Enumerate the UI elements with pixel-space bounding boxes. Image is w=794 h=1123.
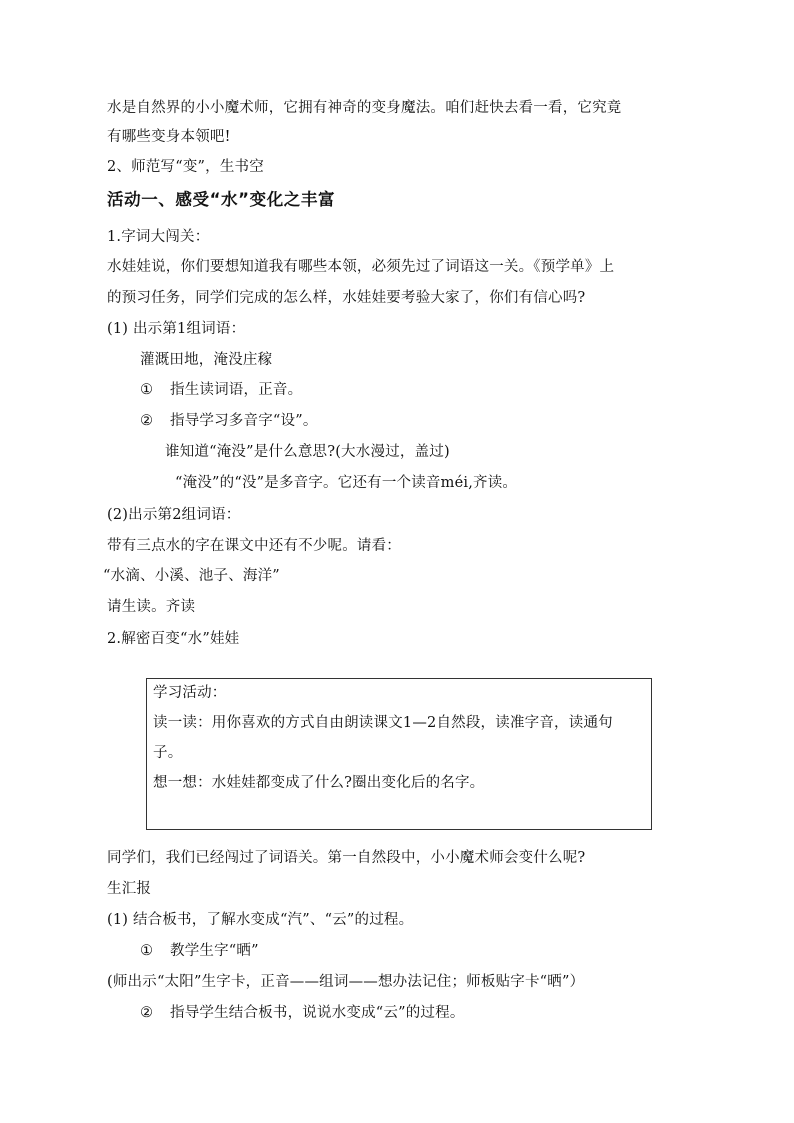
intro-line-1: 水是自然界的小小魔术师，它拥有神奇的变身魔法。咱们赶快去看一看，它究竟	[107, 100, 622, 116]
after-box-item-1: (1) 结合板书，了解水变成“汽”、“云”的过程。	[107, 912, 414, 928]
box-title: 学习活动：	[153, 685, 227, 701]
step-text: 教学生字“晒”	[170, 943, 259, 959]
after-box-step-1	[140, 941, 259, 961]
group-1-title: (1) 出示第1组词语：	[107, 321, 246, 337]
after-box-step-1-note: (师出示“太阳”生字卡，正音——组词——想办法记住；师板贴字卡“晒”）	[107, 974, 585, 990]
group-2-read: 请生读。齐读	[107, 599, 196, 615]
after-box-step-2	[140, 1003, 465, 1023]
step-text: 指生读词语，正音。	[170, 382, 303, 398]
step-text: 指导学习多音字“设”。	[170, 413, 318, 429]
step-text: 指导学生结合板书，说说水变成“云”的过程。	[170, 1005, 465, 1021]
step-number: ②	[140, 1005, 154, 1021]
box-think: 想一想：水娃娃都变成了什么?圈出变化后的名字。	[153, 775, 485, 791]
group-1-step-2	[140, 411, 318, 431]
after-box-line-1: 同学们，我们已经闯过了词语关。第一自然段中，小小魔术师会变什么呢?	[107, 850, 586, 866]
learning-activity-box	[146, 678, 652, 830]
box-read-line-1: 读一读：用你喜欢的方式自由朗读课文1—2自然段，读准字音，读通句	[153, 715, 613, 731]
activity-1-heading: 活动一、感受“水”变化之丰富	[107, 190, 336, 209]
group-1-note: “淹没”的“没”是多音字。它还有一个读音méi,齐读。	[175, 475, 518, 491]
intro-line-2: 有哪些变身本领吧!	[107, 129, 231, 145]
group-1-question: 谁知道“淹没”是什么意思?(大水漫过，盖过)	[165, 444, 450, 460]
group-2-words: “水滴、小溪、池子、海洋”	[103, 568, 280, 584]
paragraph-line-1: 水娃娃说，你们要想知道我有哪些本领，必须先过了词语这一关。《预学单》上	[107, 259, 615, 275]
step-number: ①	[140, 943, 154, 959]
step-number: ①	[140, 382, 154, 398]
step-2-text: 2、师范写“变”，生书空	[107, 159, 264, 175]
section-2-title: 2.解密百变“水”娃娃	[107, 631, 240, 647]
box-read-line-2: 子。	[153, 745, 183, 761]
group-2-intro: 带有三点水的字在课文中还有不少呢。请看：	[107, 538, 401, 554]
group-1-step-1	[140, 380, 302, 400]
step-number: ②	[140, 413, 154, 429]
after-box-line-2: 生汇报	[107, 881, 152, 897]
section-1-title: 1.字词大闯关：	[107, 229, 210, 245]
group-1-words: 灌溉田地，淹没庄稼	[140, 352, 273, 368]
paragraph-line-2: 的预习任务，同学们完成的怎么样，水娃娃要考验大家了，你们有信心吗?	[107, 290, 586, 306]
group-2-title: (2)出示第2组词语：	[107, 507, 241, 523]
